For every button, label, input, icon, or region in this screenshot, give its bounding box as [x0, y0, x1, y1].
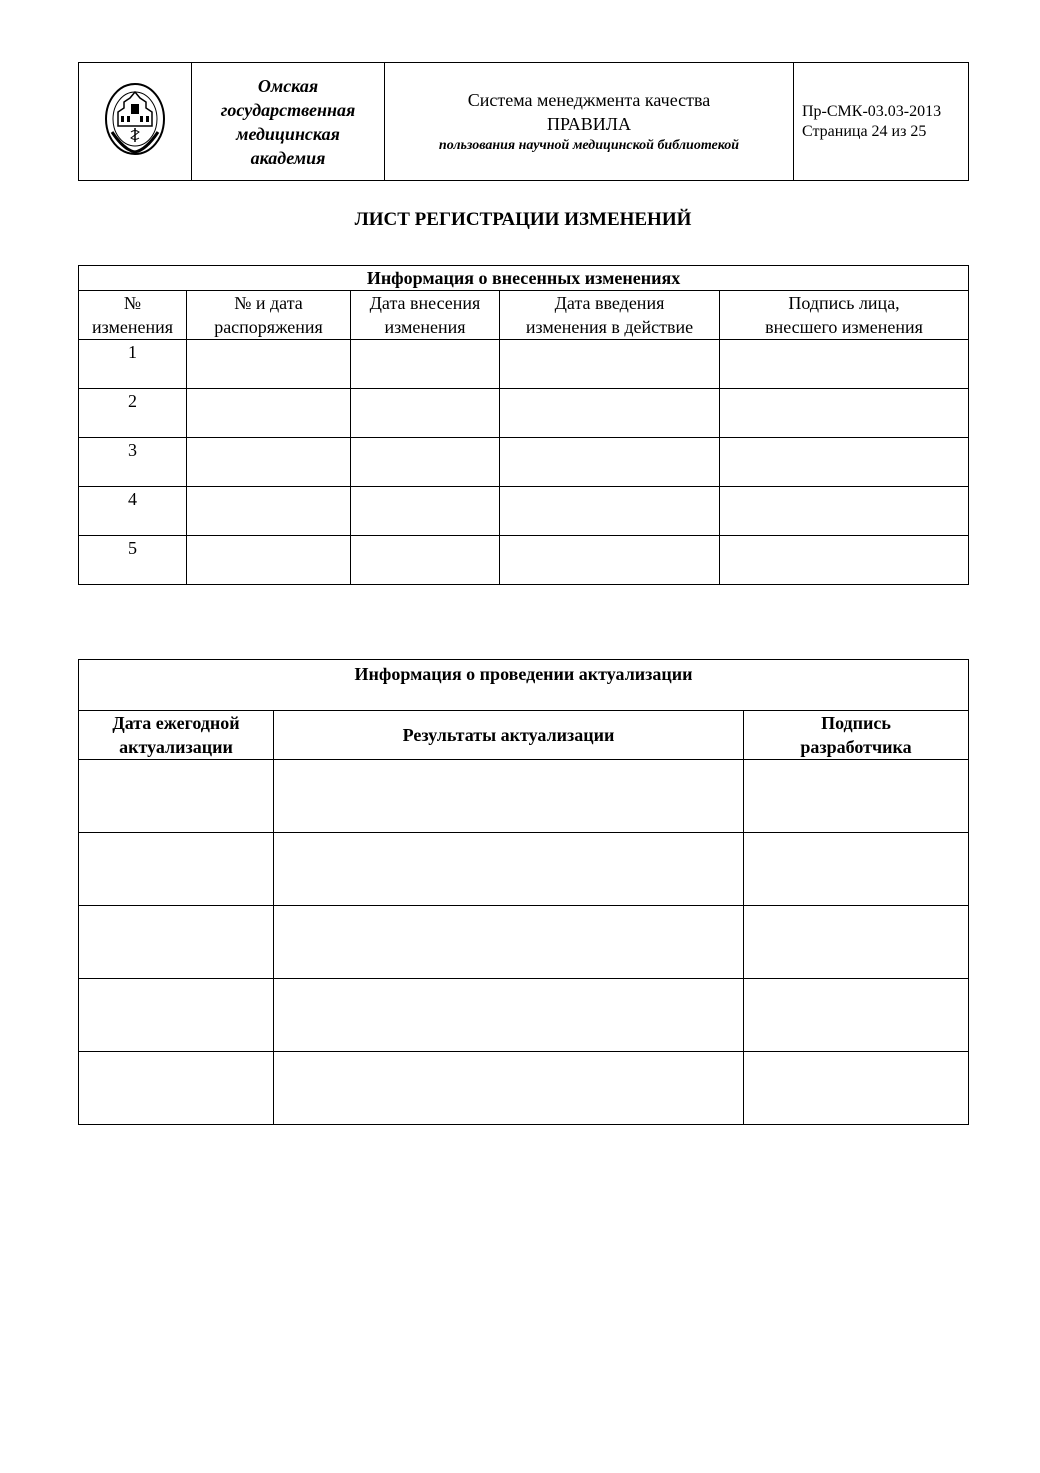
column-header-line: распоряжения — [214, 317, 323, 337]
empty-cell — [187, 438, 351, 487]
row-number: 5 — [79, 536, 187, 585]
empty-cell — [500, 340, 720, 389]
academy-logo-cell — [79, 63, 192, 181]
column-header-line: внесшего изменения — [765, 317, 923, 337]
document-type: ПРАВИЛА — [547, 113, 631, 134]
table-row — [79, 1052, 969, 1125]
column-header-line: Результаты актуализации — [402, 725, 615, 745]
org-line-2: государственная — [220, 99, 356, 120]
column-header-line: № и дата — [234, 293, 303, 313]
table-row — [79, 389, 969, 438]
empty-cell — [351, 536, 500, 585]
document-title-cell — [385, 63, 794, 181]
empty-cell — [187, 536, 351, 585]
empty-cell — [351, 389, 500, 438]
column-header-annual-date — [79, 711, 274, 760]
column-header-line: изменения в действие — [525, 317, 694, 337]
empty-cell — [351, 340, 500, 389]
empty-cell — [720, 340, 969, 389]
actualization-table-caption: Информация о проведении актуализации — [79, 660, 969, 711]
column-header-line: Подпись лица, — [788, 293, 900, 313]
empty-cell — [79, 906, 274, 979]
table-row — [79, 906, 969, 979]
empty-cell — [744, 760, 969, 833]
org-line-1: Омская — [257, 75, 319, 96]
document-code: Пр-СМК-03.03-2013 — [802, 102, 942, 120]
table-row — [79, 438, 969, 487]
column-header-developer-signature — [744, 711, 969, 760]
column-header-line: Дата введения — [554, 293, 665, 313]
changes-table-caption: Информация о внесенных изменениях — [79, 266, 969, 291]
organization-name — [192, 63, 385, 181]
empty-cell — [744, 833, 969, 906]
column-header-line: актуализации — [119, 737, 233, 757]
empty-cell — [744, 906, 969, 979]
empty-cell — [274, 760, 744, 833]
row-number: 4 — [79, 487, 187, 536]
empty-cell — [351, 438, 500, 487]
empty-cell — [79, 1052, 274, 1125]
table-row — [79, 536, 969, 585]
empty-cell — [720, 389, 969, 438]
empty-cell — [79, 833, 274, 906]
table-row — [79, 487, 969, 536]
empty-cell — [500, 389, 720, 438]
empty-cell — [720, 536, 969, 585]
empty-cell — [720, 487, 969, 536]
org-line-3: медицинская — [236, 123, 340, 144]
table-row — [79, 979, 969, 1052]
empty-cell — [720, 438, 969, 487]
actualization-table — [78, 659, 969, 1125]
column-header-line: разработчика — [800, 737, 912, 757]
empty-cell — [500, 536, 720, 585]
empty-cell — [500, 438, 720, 487]
row-number: 1 — [79, 340, 187, 389]
empty-cell — [79, 760, 274, 833]
empty-cell — [274, 979, 744, 1052]
row-number: 3 — [79, 438, 187, 487]
changes-table — [78, 265, 969, 585]
empty-cell — [79, 979, 274, 1052]
column-header-line: Дата ежегодной — [112, 713, 240, 733]
column-header-line: изменения — [91, 317, 174, 337]
empty-cell — [744, 1052, 969, 1125]
column-header-entry-date — [351, 291, 500, 340]
column-header-change-number — [79, 291, 187, 340]
empty-cell — [274, 906, 744, 979]
column-header-line: № — [123, 293, 142, 313]
table-row — [79, 833, 969, 906]
document-subject: пользования научной медицинской библиотекой — [438, 137, 740, 153]
academy-emblem-icon — [104, 82, 166, 156]
empty-cell — [500, 487, 720, 536]
empty-cell — [187, 487, 351, 536]
table-row — [79, 340, 969, 389]
empty-cell — [351, 487, 500, 536]
empty-cell — [274, 1052, 744, 1125]
column-header-line: изменения — [384, 317, 466, 337]
column-header-order — [187, 291, 351, 340]
system-title: Система менеджмента качества — [467, 89, 711, 110]
page-title: ЛИСТ РЕГИСТРАЦИИ ИЗМЕНЕНИЙ — [354, 209, 692, 230]
empty-cell — [187, 340, 351, 389]
column-header-line: Подпись — [821, 713, 891, 733]
column-header-results — [274, 711, 744, 760]
row-number: 2 — [79, 389, 187, 438]
column-header-signature — [720, 291, 969, 340]
empty-cell — [274, 833, 744, 906]
document-header — [78, 62, 969, 181]
document-code-cell — [794, 63, 969, 181]
page-info: Страница 24 из 25 — [802, 122, 927, 140]
column-header-line: Дата внесения — [369, 293, 481, 313]
empty-cell — [744, 979, 969, 1052]
empty-cell — [187, 389, 351, 438]
table-row — [79, 760, 969, 833]
org-line-4: академия — [250, 147, 326, 168]
column-header-effective-date — [500, 291, 720, 340]
